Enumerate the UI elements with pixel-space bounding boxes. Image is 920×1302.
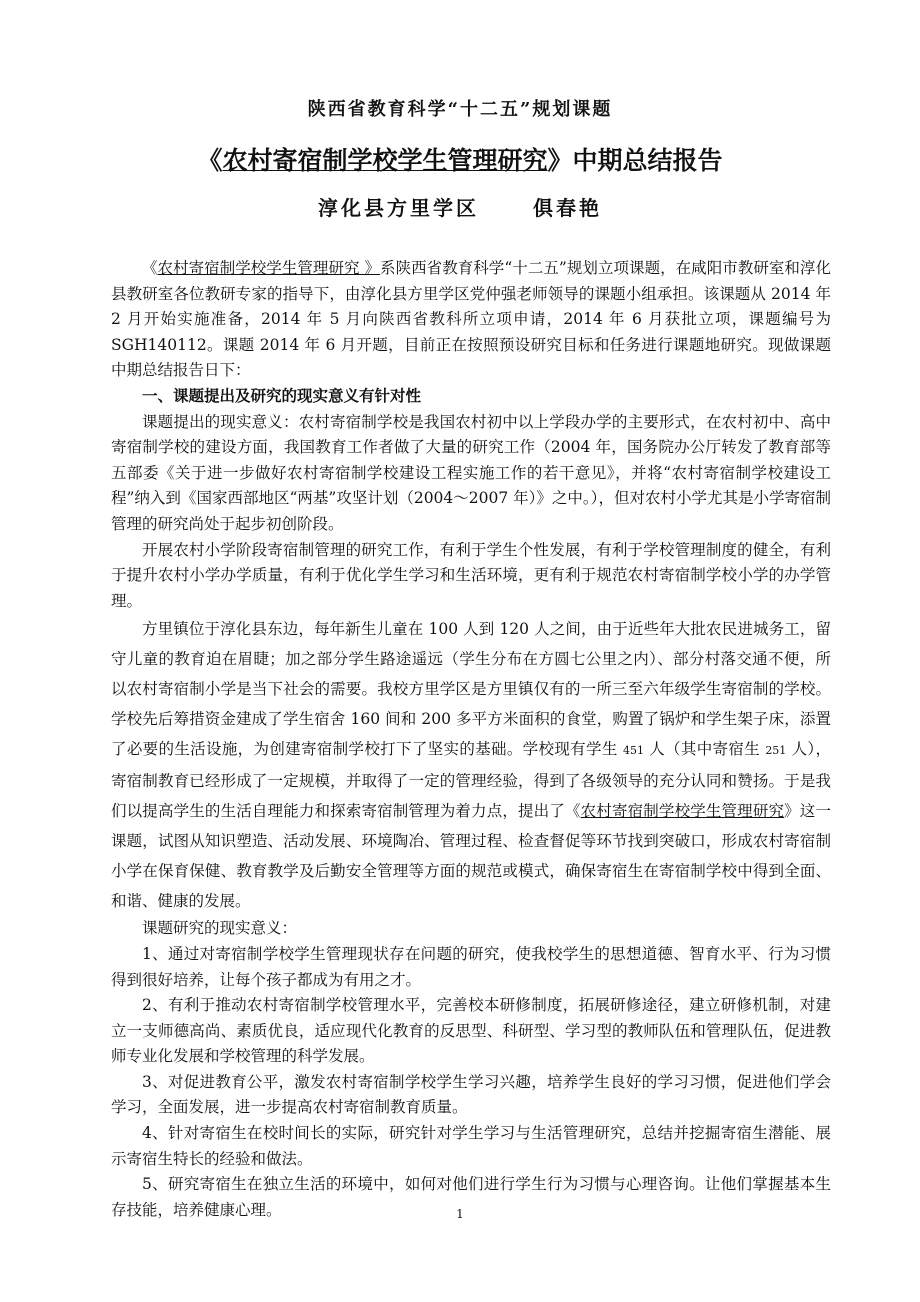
paragraph-school [111, 614, 831, 916]
intro-open-mark: 《 [142, 259, 158, 277]
section-heading: 一、课题提出及研究的现实意义有针对性 [142, 386, 422, 405]
students-boarding: 251 [765, 744, 787, 758]
students-total: 451 [622, 744, 644, 758]
meaning-label: 课题研究的现实意义： [142, 919, 298, 938]
meaning-point: 1、通过对寄宿制学校学生管理现状存在问题的研究，使我校学生的思想道德、智育水平、行为习惯得到很好培养，让每个孩子都成为有用之才。 [111, 944, 831, 989]
school-text: 方里镇位于淳化县东边，每年新生儿童在 100 人到 120 人之间，由于近些年大批农民进城务工，留守儿童的教育迫在眉睫；加之部分学生路途遥远（学生分布在方圆七公里之内）、部分村落交通不便，所以农村寄宿制小学是当下社会的需要。我校方里学区是方里镇仅有的一所三至六年级学生寄宿制的学校。学校先后筹措资金建成了学生宿舍 160 间和 200 多平方米面积的食堂，购置了锅炉和学生架子床，添置了必要的生活设施，为创建寄宿制学校打下了坚实的基础。学校现有学生 [111, 620, 831, 759]
title-open-mark: 《 [197, 146, 223, 175]
intro-project-name: 农村寄宿制学校学生管理研究 [157, 259, 360, 277]
paragraph-background: 课题提出的现实意义：农村寄宿制学校是我国农村初中以上学段办学的主要形式，在农村初中、高中寄宿制学校的建设方面，我国教育工作者做了大量的研究工作（2004 年，国务院办公厅转发了教育部等五部委《关于进一步做好农村寄宿制学校建设工程实施工作的若干意见》，并将“农村寄宿制学校建设工程”纳入到《国家西部地区“两基”攻坚计划（2004～2007 年）》之中。），但对农村小学尤其是小学寄宿制管理的研究尚处于起步初创阶段。 [111, 412, 831, 533]
report-body [111, 256, 831, 1223]
intro-text: 系陕西省教育科学“十二五”规划立项课题，在咸阳市教研室和淳化县教研室各位教研专家的指导下，由淳化县方里学区党仲强老师领导的课题小组承担。该课题从 2014 年 2 月开始实施准备，2014 年 5 月向陕西省教科所立项申请，2014 年 6 月获批立项，课题编号为 SGH140112。课题 2014 年 6 月开题，目前正在按照预设研究目标和任务进行课题地研究。现做课题中期总结报告日下： [111, 259, 831, 380]
author-unit: 淳化县方里学区 [318, 196, 479, 220]
meaning-point: 3、对促进教育公平，激发农村寄宿制学校学生学习兴趣，培养学生良好的学习习惯，促进他们学会学习，全面发展，进一步提高农村寄宿制教育质量。 [111, 1072, 831, 1117]
intro-close-mark: 》 [359, 259, 381, 277]
title-project-name: 农村寄宿制学校学生管理研究 [222, 146, 548, 175]
meaning-point: 5、研究寄宿生在独立生活的环境中，如何对他们进行学生行为习惯与心理咨询。让他们掌握基本生存技能，培养健康心理。 [111, 1175, 831, 1219]
author-line [0, 193, 920, 223]
page-number: 1 [456, 1207, 464, 1221]
school-text-end: 》这一课题，试图从知识塑造、活动发展、环境陶冶、管理过程、检查督促等环节找到突破口，形成农村寄宿制小学在保育保健、教育教学及后勤安全管理等方面的规范或模式，确保寄宿生在寄宿制学校中得到全面、和谐、健康的发展。 [111, 802, 831, 911]
paragraph-benefits: 开展农村小学阶段寄宿制管理的研究工作，有利于学生个性发展，有利于学校管理制度的健全，有利于提升农村小学办学质量，有利于优化学生学习和生活环境，更有利于规范农村寄宿制学校小学的办学管理。 [111, 540, 831, 610]
intro-paragraph [111, 256, 831, 384]
meaning-point: 4、针对寄宿生在校时间长的实际，研究针对学生学习与生活管理研究，总结并挖掘寄宿生潜能、展示寄宿生特长的经验和做法。 [111, 1124, 831, 1168]
title-suffix: 》中期总结报告 [547, 146, 723, 175]
project-subtitle: 陕西省教育科学“十二五”规划课题 [307, 99, 613, 120]
school-text-mid: 人（其中寄宿生 [643, 740, 766, 759]
school-text-after: 人），寄宿制教育已经形成了一定规模，并取得了一定的管理经验，得到了各级领导的充分认同和赞扬。于是我们以提高学生的生活自理能力和探索寄宿制管理为着力点，提出了《 [111, 740, 831, 821]
meaning-point: 2、有利于推动农村寄宿制学校管理水平，完善校本研修制度，拓展研修途径，建立研修机制，对建立一支师德高尚、素质优良，适应现代化教育的反思型、科研型、学习型的教师队伍和管理队伍，促进教师专业化发展和学校管理的科学发展。 [111, 996, 831, 1066]
school-project-name: 农村寄宿制学校学生管理研究 [580, 802, 785, 821]
report-title [0, 143, 920, 179]
author-name: 俱春艳 [533, 196, 602, 220]
